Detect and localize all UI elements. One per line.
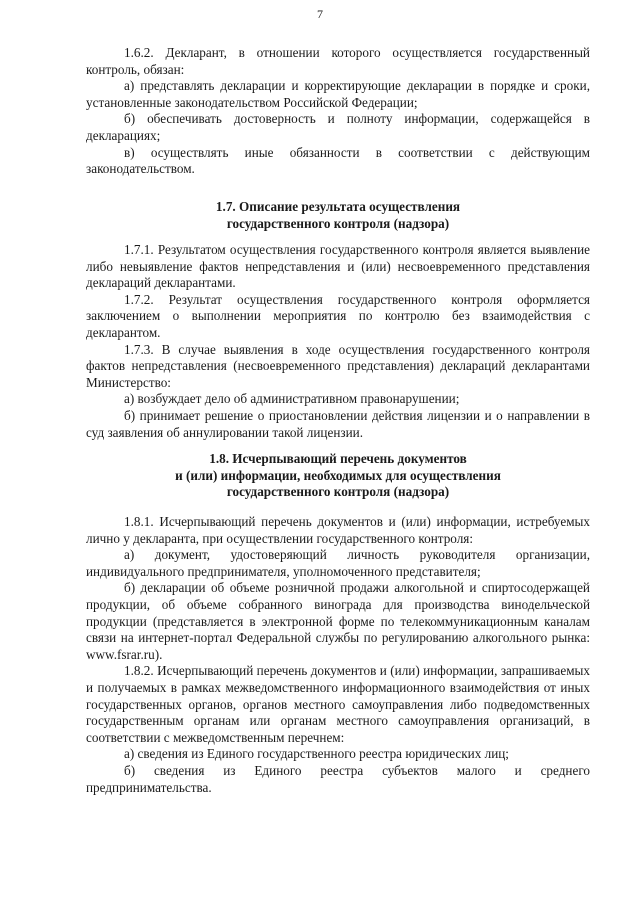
heading-line: 1.8. Исчерпывающий перечень документов xyxy=(209,451,467,466)
paragraph-1-8-1: 1.8.1. Исчерпывающий перечень документов и (или) информации, истребуемых лично у декларанта, при осуществлении государственного контроля: xyxy=(86,514,590,546)
item-b: б) обеспечивать достоверность и полноту информации, содержащейся в декларациях; xyxy=(86,111,590,143)
item-b: б) принимает решение о приостановлении действия лицензии и о направлении в суд заявления об аннулировании такой лицензии. xyxy=(86,407,590,440)
heading-line: 1.7. Описание результата осуществления xyxy=(215,199,461,214)
heading-line: государственного контроля (надзора) xyxy=(226,215,450,231)
item-b: б) декларации об объеме розничной продажи алкогольной и спиртосодержащей продукции, об объеме собранного винограда для производства винодельческой продукции (представляется в электронной форме по телекоммуникационным каналам связи на интернет-портал Федеральной службы по регулированию алкогольного рынка: www.fsrar.ru). xyxy=(86,580,590,662)
heading-1-8 xyxy=(86,451,590,501)
item-a: а) сведения из Единого государственного реестра юридических лиц; xyxy=(124,746,509,762)
item-a: а) возбуждает дело об административном правонарушении; xyxy=(124,391,460,407)
section-1-8 xyxy=(86,514,590,796)
section-1-6-2 xyxy=(86,45,590,178)
heading-1-7 xyxy=(86,199,590,232)
paragraph-1-6-2: 1.6.2. Декларант, в отношении которого осуществляется государственный контроль, обязан: xyxy=(86,45,590,77)
page-number: 7 xyxy=(317,7,323,21)
paragraph-1-7-1: 1.7.1. Результатом осуществления государственного контроля является выявление либо невыявление фактов непредставления и (или) несвоевременного представления деклараций декларантами. xyxy=(86,242,590,291)
section-1-7 xyxy=(86,242,590,441)
item-b: б) сведения из Единого реестра субъектов малого и среднего предпринимательства. xyxy=(86,762,590,795)
paragraph-1-7-3: 1.7.3. В случае выявления в ходе осуществления государственного контроля фактов непредставления (несвоевременного представления) деклараций декларантами Министерство: xyxy=(86,341,590,390)
heading-line: и (или) информации, необходимых для осуществления xyxy=(175,467,501,483)
heading-line: государственного контроля (надзора) xyxy=(226,484,450,500)
paragraph-1-8-2: 1.8.2. Исчерпывающий перечень документов и (или) информации, запрашиваемых и получаемых в рамках межведомственного информационного взаимодействия от иных государственных органов, органов местного самоуправления либо подведомственных государственным органам или органам местного самоуправления организаций, в соответствии с межведомственным перечнем: xyxy=(86,663,590,745)
item-c: в) осуществлять иные обязанности в соответствии с действующим законодательством. xyxy=(86,144,590,177)
item-a: а) документ, удостоверяющий личность руководителя организации, индивидуального предпринимателя, уполномоченного представителя; xyxy=(86,547,590,579)
item-a: а) представлять декларации и корректирующие декларации в порядке и сроки, установленные законодательством Российской Федерации; xyxy=(86,78,590,110)
paragraph-1-7-2: 1.7.2. Результат осуществления государственного контроля оформляется заключением о выполнении мероприятия по контролю без взаимодействия с декларантом. xyxy=(86,291,590,340)
